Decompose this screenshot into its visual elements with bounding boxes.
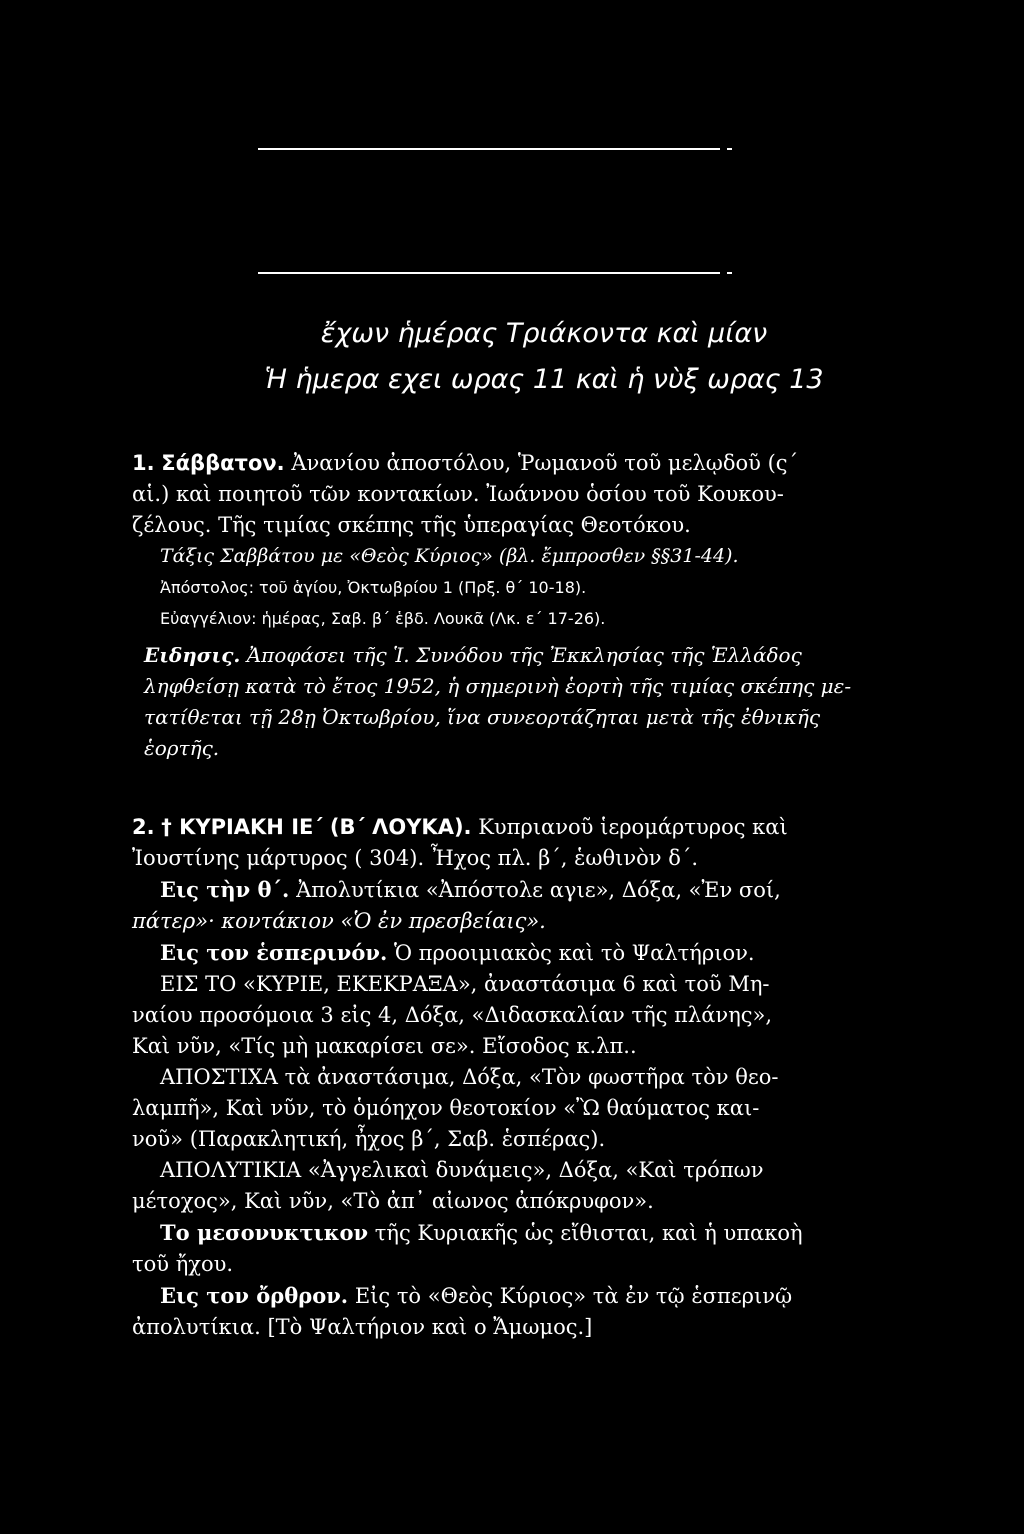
entry-1-text-line: ζέλους. Τῆς τιμίας σκέπης τῆς ὑπεραγίας Θεοτόκου. <box>132 513 691 537</box>
kyrie-line: ναίου προσόμοια 3 εἰς 4, Δόξα, «Διδασκαλίαν τῆς πλάνης», <box>132 1003 773 1027</box>
vespers-line <box>132 937 892 969</box>
midnight-office-lead: Το μεσονυκτικον <box>160 1220 369 1245</box>
midnight-office-line <box>132 1217 892 1249</box>
day-hours-line: Ἡ ἡμερα εχει ωρας 11 καὶ ἡ νὺξ ωρας 13 <box>264 364 824 395</box>
vespers-lead: Εις τον ἑσπερινόν. <box>160 940 388 965</box>
entry-number: 1. <box>132 451 155 475</box>
entry-2 <box>132 812 892 1343</box>
aposticha-line: λαμπῆ», Καὶ νῦν, τὸ ὁμόηχον θεοτοκίον «Ὢ θαύματος και- <box>132 1096 760 1120</box>
kyrie-line: Καὶ νῦν, «Τίς μὴ μακαρίσει σε». Εἴσοδος κ.λπ.. <box>132 1034 637 1058</box>
entry-day: † ΚΥΡΙΑΚΗ ΙΕ΄ (Β΄ ΛΟΥΚΑ). <box>161 815 472 839</box>
entry-1-heading-line <box>132 448 892 479</box>
midnight-office-text: τῆς Κυριακῆς ὡς εἴθισται, καὶ ἡ υπακοὴ <box>374 1221 803 1245</box>
aposticha-line: νοῦ» (Παρακλητική, ἦχος β΄, Σαβ. ἑσπέρας). <box>132 1127 606 1151</box>
apostle-reading: Ἀπόστολος: τοῦ ἁγίου, Ὀκτωβρίου 1 (Πρξ. θ΄ 10-18). <box>160 578 587 597</box>
notice-line: ἑορτῆς. <box>144 736 220 760</box>
entry-2-heading-line <box>132 812 892 843</box>
aposticha-line: ΑΠΟΣΤΙΧΑ τὰ ἀναστάσιμα, Δόξα, «Τὸν φωστῆρα τὸν θεο- <box>160 1065 779 1089</box>
ninth-hour-line: πάτερ»· κοντάκιον «Ὁ ἐν πρεσβείαις». <box>132 909 546 933</box>
ninth-hour-text: Ἀπολυτίκια «Ἀπόστολε αγιε», Δόξα, «Ἐν σοί, <box>296 878 781 902</box>
kyrie-line: ΕΙΣ ΤΟ «ΚΥΡΙΕ, ΕΚΕΚΡΑΞΑ», ἀναστάσιμα 6 καὶ τοῦ Μη- <box>160 972 770 996</box>
rule-tick <box>727 148 732 150</box>
entry-1-text-line: Ἀνανίου ἀποστόλου, Ῥωμανοῦ τοῦ μελῳδοῦ (ς΄ <box>291 451 799 475</box>
rule-tick <box>727 272 732 274</box>
entry-day: Σάββατον. <box>161 451 285 475</box>
notice-line: τατίθεται τῇ 28ῃ Ὀκτωβρίου, ἵνα συνεορτάζηται μετὰ τῆς ἐθνικῆς <box>144 705 821 729</box>
orthros-line: ἀπολυτίκια. [Τὸ Ψαλτήριον καὶ ο Ἄμωμος.] <box>132 1315 593 1339</box>
apolytikia-line: ΑΠΟΛΥΤΙΚΙΑ «Ἀγγελικαὶ δυνάμεις», Δόξα, «Καὶ τρόπων <box>160 1158 764 1182</box>
entry-number: 2. <box>132 815 155 839</box>
month-days-line: ἔχων ἡμέρας Τριάκοντα καὶ μίαν <box>320 318 768 349</box>
entry-2-text: Κυπριανοῦ ἱερομάρτυρος καὶ <box>478 815 788 839</box>
entry-2-text-line: Ἰουστίνης μάρτυρος ( 304). Ἦχος πλ. β΄, ἑωθινὸν δ΄. <box>132 846 699 870</box>
notice-line <box>132 640 892 671</box>
orthros-line <box>132 1280 892 1312</box>
vespers-text: Ὁ προοιμιακὸς καὶ τὸ Ψαλτήριον. <box>393 941 755 965</box>
gospel-reading: Εὐαγγέλιον: ἡμέρας, Σαβ. β΄ ἑβδ. Λουκᾶ (Λκ. ε΄ 17-26). <box>160 609 606 628</box>
ninth-hour-line <box>132 874 892 906</box>
apolytikia-line: μέτοχος», Καὶ νῦν, «Τὸ ἀπ᾽ αἰωνος ἀπόκρυφον». <box>132 1189 654 1213</box>
notice-line: ληφθείσῃ κατὰ τὸ ἔτος 1952, ἡ σημερινὴ ἑορτὴ τῆς τιμίας σκέπης με- <box>144 674 852 698</box>
second-rule <box>258 272 720 274</box>
notice-text: Ἀποφάσει τῆς Ἱ. Συνόδου τῆς Ἐκκλησίας τῆς Ἑλλάδος <box>246 643 802 667</box>
midnight-office-line: τοῦ ἤχου. <box>132 1252 234 1276</box>
orthros-lead: Εις τον ὄρθρον. <box>160 1283 349 1308</box>
ninth-hour-lead: Εις τὴν θ΄. <box>160 877 290 902</box>
top-rule <box>258 148 720 150</box>
entry-1 <box>132 448 892 764</box>
entry-1-text-line: αἱ.) καὶ ποιητοῦ τῶν κοντακίων. Ἰωάννου ὁσίου τοῦ Κουκου- <box>132 482 784 506</box>
orthros-text: Εἰς τὸ «Θεὸς Κύριος» τὰ ἐν τῷ ἑσπερινῷ <box>354 1284 793 1308</box>
taxis-line: Τάξις Σαββάτου με «Θεὸς Κύριος» (βλ. ἔμπροσθεν §§31-44). <box>160 545 739 567</box>
notice-lead: Ειδησις. <box>144 643 241 667</box>
